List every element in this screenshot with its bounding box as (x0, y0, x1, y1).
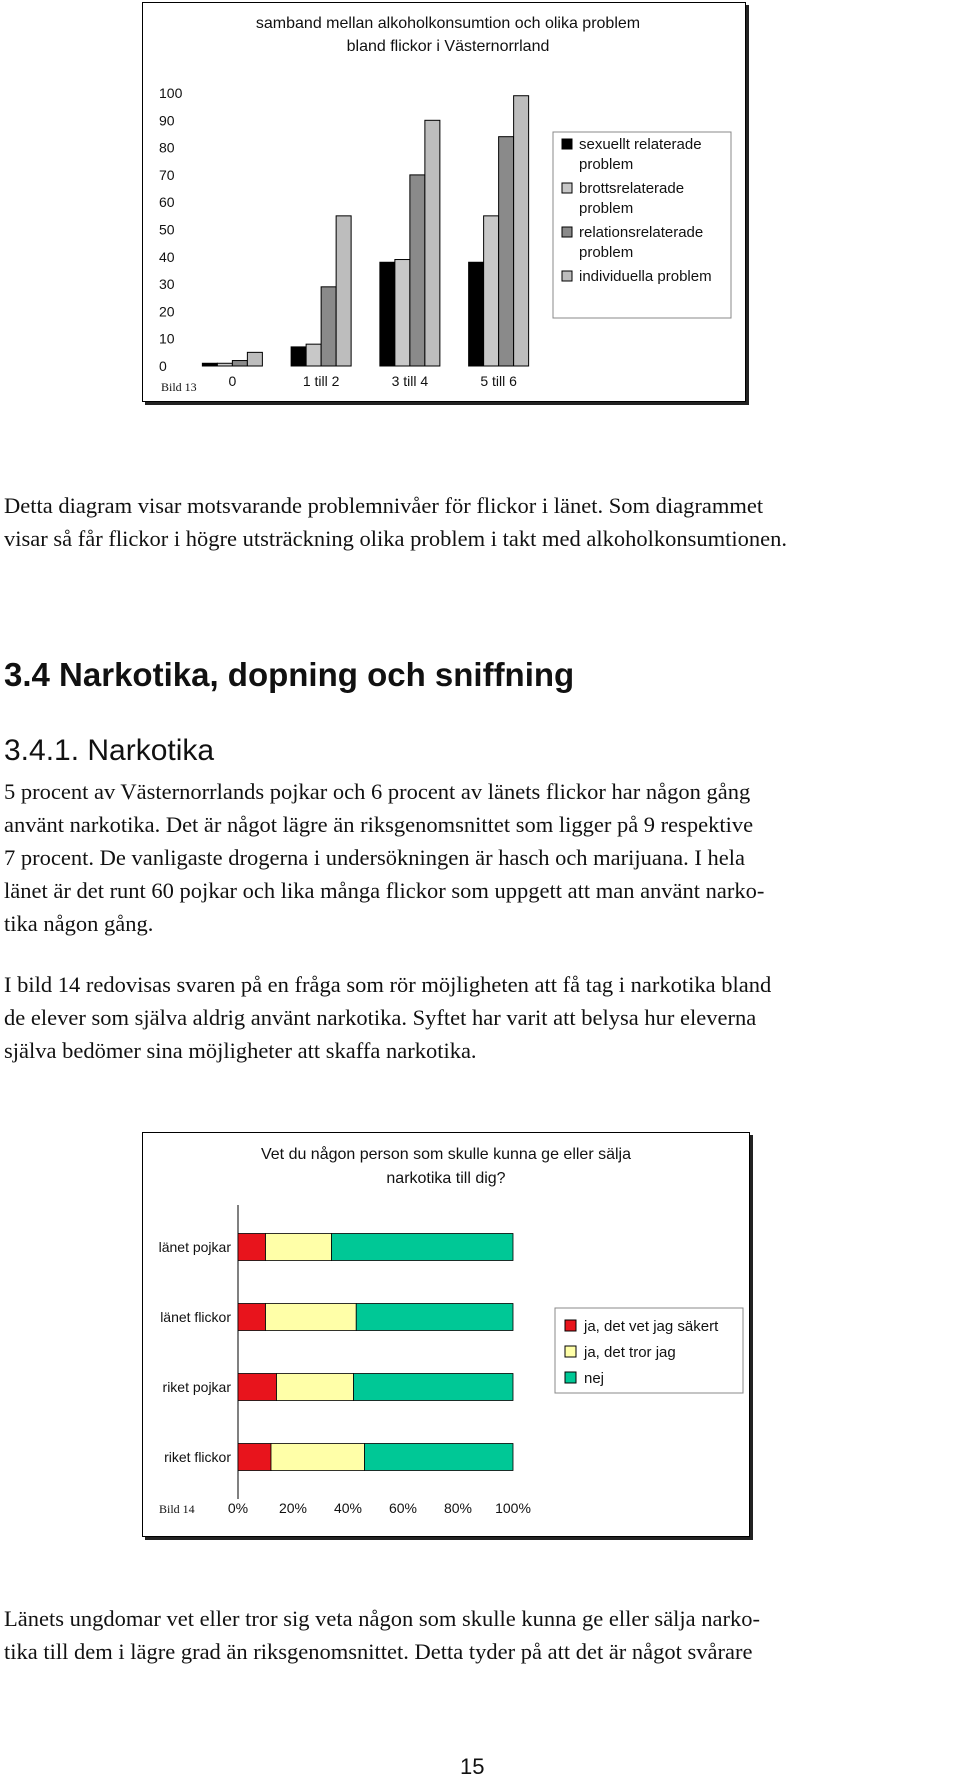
paragraph-4-line: Länets ungdomar vet eller tror sig veta någon som skulle kunna ge eller sälja narko- (4, 1606, 761, 1631)
chart-13-legend (553, 132, 731, 318)
chart-13-x-tick-label: 0 (228, 373, 237, 389)
chart-14-y-axis (159, 1239, 232, 1465)
paragraph-2-line: 5 procent av Västernorrlands pojkar och 6 procent av länets flickor har någon gång (4, 779, 751, 804)
paragraph-2-line: tika någon gång. (4, 911, 154, 936)
chart-13-bar (217, 363, 232, 366)
chart-14-category-label: länet flickor (160, 1309, 231, 1325)
chart-13-y-tick-label: 10 (159, 330, 175, 347)
chart-13-legend-label: relationsrelaterade (579, 224, 704, 241)
subsection-heading: 3.4.1. Narkotika (4, 734, 215, 767)
chart-14-bar-segment (266, 1234, 332, 1261)
chart-13-x-tick-label: 1 till 2 (302, 373, 340, 389)
chart-13-y-tick-label: 70 (159, 166, 175, 183)
chart-14-x-tick-label: 40% (333, 1500, 363, 1516)
chart-13-legend-swatch (562, 271, 572, 281)
chart-13-y-tick-label: 90 (159, 112, 175, 129)
chart-14-bar-segment (238, 1234, 266, 1261)
chart-13-y-tick-label: 100 (159, 85, 183, 101)
chart-14-bild-label: Bild 14 (159, 1502, 195, 1516)
chart-13-legend-label: brottsrelaterade (579, 180, 685, 197)
chart-13-bar (202, 363, 217, 366)
chart-13-y-tick-label: 0 (159, 358, 167, 374)
paragraph-4-line: tika till dem i lägre grad än riksgenomsnittet. Detta tyder på att det är något svårare (4, 1639, 753, 1664)
chart-14-bar-segment (266, 1304, 357, 1331)
paragraph-3-line: själva bedömer sina möjligheter att skaffa narkotika. (4, 1038, 477, 1063)
chart-13-y-axis (159, 85, 183, 374)
chart-bild-14 (142, 1132, 750, 1537)
chart-13-y-tick-label: 60 (159, 194, 175, 211)
chart-13-bar (499, 137, 514, 366)
paragraph-3-line: de elever som själva aldrig använt narkotika. Syftet har varit att belysa hur eleverna (4, 1005, 757, 1030)
chart-14-x-axis (228, 1500, 531, 1516)
chart-13-legend-label: problem (579, 244, 634, 261)
chart-14-bar-segment (356, 1304, 513, 1331)
chart-13-bar (321, 287, 336, 366)
chart-14-bar-segment (332, 1234, 514, 1261)
chart-13-legend-swatch (562, 227, 572, 237)
paragraph-1 (4, 489, 954, 555)
chart-13-y-tick-label: 30 (159, 276, 175, 293)
chart-13-y-tick-label: 80 (159, 139, 175, 156)
paragraph-2 (4, 775, 954, 940)
chart-14-x-tick-label: 80% (443, 1500, 473, 1516)
chart-13-x-tick-label: 5 till 6 (480, 373, 517, 389)
chart-13-title-line-1: samband mellan alkoholkonsumtion och olika problem (255, 15, 641, 32)
chart-13-y-tick-label: 20 (159, 303, 175, 320)
paragraph-2-line: länet är det runt 60 pojkar och lika många flickor som uppgett att man använt narko- (4, 878, 765, 903)
chart-13-title-line-2: bland flickor i Västernorrland (346, 38, 550, 55)
chart-14-x-tick-label: 0% (227, 1500, 249, 1516)
chart-13-bar (306, 344, 321, 366)
chart-13-bar (380, 262, 395, 366)
chart-14-bar-segment (238, 1374, 277, 1401)
chart-14-title-line-1: Vet du någon person som skulle kunna ge eller sälja (260, 1146, 632, 1163)
chart-14-x-tick-label: 20% (278, 1500, 308, 1516)
chart-13-legend-swatch (562, 139, 572, 149)
chart-14-bar-segment (271, 1444, 365, 1471)
chart-13-y-tick-label: 40 (159, 248, 175, 265)
chart-13-bar (469, 262, 484, 366)
chart-14-legend-label: ja, det tror jag (584, 1344, 676, 1361)
chart-14-bar-segment (238, 1304, 266, 1331)
chart-14-legend-label: ja, det vet jag säkert (584, 1318, 719, 1335)
paragraph-1-line: Detta diagram visar motsvarande problemnivåer för flickor i länet. Som diagrammet (4, 493, 764, 518)
chart-13-bar (484, 216, 499, 366)
paragraph-2-line: använt narkotika. Det är något lägre än riksgenomsnittet som ligger på 9 respektive (4, 812, 754, 837)
page-number: 15 (460, 1754, 485, 1779)
paragraph-4 (4, 1602, 954, 1668)
chart-14-x-tick-label: 100% (495, 1500, 531, 1516)
chart-14-bar-segment (277, 1374, 354, 1401)
chart-13-bar (247, 352, 262, 366)
chart-14-x-tick-label: 60% (388, 1500, 418, 1516)
chart-14-legend-label: nej (584, 1370, 605, 1387)
chart-14-legend-swatch (565, 1346, 576, 1357)
paragraph-1-line: visar så får flickor i högre utsträckning olika problem i takt med alkoholkonsumtionen. (4, 526, 787, 551)
chart-13-bar (291, 347, 306, 366)
chart-13-bars (202, 96, 528, 366)
chart-14-bar-segment (354, 1374, 514, 1401)
chart-14-title-line-2: narkotika till dig? (386, 1170, 506, 1187)
chart-bild-13 (142, 2, 746, 402)
chart-14-category-label: länet pojkar (158, 1239, 231, 1255)
chart-14-bar-segment (238, 1444, 271, 1471)
section-heading: 3.4 Narkotika, dopning och sniffning (4, 656, 575, 693)
chart-14-legend (555, 1308, 743, 1393)
chart-14-bar-segment (365, 1444, 514, 1471)
chart-13-bar (395, 260, 410, 366)
chart-14-category-label: riket pojkar (162, 1379, 231, 1395)
chart-13-legend-swatch (562, 183, 572, 193)
chart-13-legend-label: problem (579, 200, 634, 217)
chart-13-legend-label: individuella problem (579, 268, 712, 285)
chart-14-category-label: riket flickor (164, 1449, 231, 1465)
chart-13-svg (143, 3, 745, 401)
chart-13-x-axis (228, 373, 517, 389)
chart-13-bar (514, 96, 529, 366)
chart-13-bar (425, 120, 440, 366)
chart-13-bar (232, 361, 247, 366)
chart-13-bar (336, 216, 351, 366)
chart-13-legend-label: sexuellt relaterade (579, 136, 702, 153)
chart-14-legend-swatch (565, 1320, 576, 1331)
chart-13-y-tick-label: 50 (159, 221, 175, 238)
chart-13-bild-label: Bild 13 (161, 380, 197, 394)
paragraph-3-line: I bild 14 redovisas svaren på en fråga som rör möjligheten att få tag i narkotika bland (4, 972, 772, 997)
chart-14-bars (238, 1234, 513, 1471)
chart-13-x-tick-label: 3 till 4 (391, 373, 429, 389)
chart-14-svg (143, 1133, 749, 1536)
chart-14-legend-swatch (565, 1372, 576, 1383)
chart-13-bar (410, 175, 425, 366)
paragraph-3 (4, 968, 954, 1067)
paragraph-2-line: 7 procent. De vanligaste drogerna i undersökningen är hasch och marijuana. I hela (4, 845, 745, 870)
chart-13-legend-label: problem (579, 156, 634, 173)
